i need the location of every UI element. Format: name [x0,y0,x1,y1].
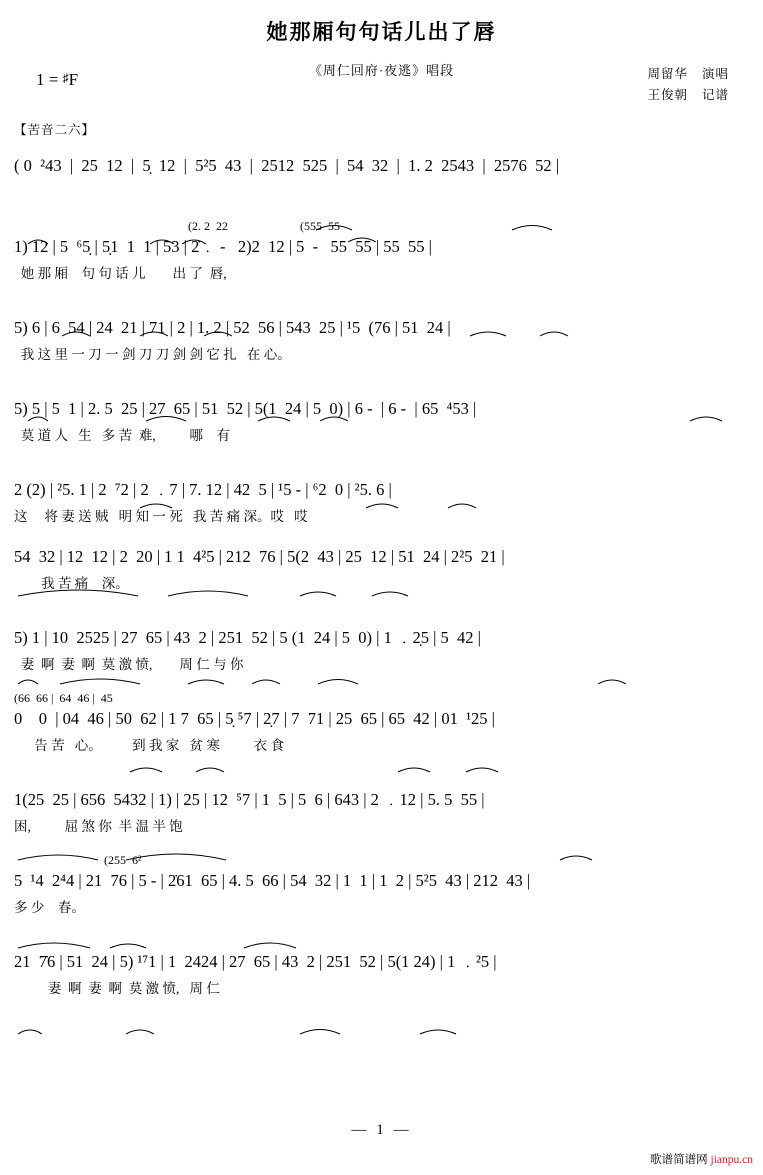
key-accidental: ♯ [62,71,69,85]
lyric-line: 我 这 里 一 刀 一 剑 刀 刀 剑 剑 它 扎 在 心。 [14,347,291,362]
ornament-line [0,462,763,477]
lyric-line: 她 那 厢 句 句 话 儿 出 了 唇, [14,266,227,281]
notation-line: ( 0 ²43 | 25 12 | 5̣ 12 | 5²5 43 | 2512 525 | 54 32 | 1. 2 2543 | 2576 52 | [14,156,560,175]
lyric-line: 我 苦 痛 深。 [14,576,129,591]
score-system [0,853,763,934]
score-system [0,691,763,772]
credits [647,64,729,106]
notation-line: 5) 1 | 10 2525 | 27 65 | 43 2 | 251 52 | 5 (1 24 | 5 0) | 1 ﹒2̣5 | 5 42 | [14,628,481,647]
mode-tag: 【苦音二六】 [14,123,96,137]
score-system [0,934,763,1001]
key-letter: F [68,70,79,89]
ornament-line [0,300,763,315]
site-url: jianpu.cn [710,1154,753,1166]
site-watermark [650,1151,753,1167]
credit-role: 记谱 [701,88,729,102]
ornament-line [0,529,763,544]
score-system [0,772,763,853]
score-system [0,529,763,610]
lyric-line: 妻 啊 妻 啊 莫 激 愤, 周 仁 [14,981,220,996]
notation-line: 5) 6 | 6 54 | 24 21 | 71 | 2 | 1. 2 | 52 56 | 543 25 | ¹5 (76 | 51 24 | [14,318,451,337]
ornament-line [0,934,763,949]
notation-line: 5 ¹4 2⁴4 | 21 76 | 5 - | 2̇61 65 | 4. 5 66 | 54 32 | 1 1 | 1 2 | 5²5 43 | 212 43 | [14,871,531,890]
credit-name: 王俊朝 [647,88,688,102]
key-signature [36,70,78,90]
score-system [0,300,763,381]
lyric-line [0,183,763,205]
notation-line: 0 0 | 04 46 | 50 62 | 1 7 65 | 5̣ ⁵7 | 2̣7 | 7 71 | 25 65 | 65 42 | 01 ¹25 | [14,709,495,728]
ornament-line: (66 66 | 64 46 | 45 [14,691,113,705]
notation-line: 5) 5 | 5 1 | 2. 5 25 | 27 65 | 51 52 | 5(1 24 | 5 0) | 6 - | 6 - | 65 ⁴53 | [14,399,477,418]
credit-row [647,64,729,85]
ornament-line [0,772,763,787]
score-system [0,138,763,219]
lyric-line: 告 苦 心。 到 我 家 贫 寒 衣 食 [14,738,284,753]
lyric-line: 这 将 妻 送 贼 明 知 一 死 我 苦 痛 深。哎 哎 [14,509,308,524]
sheet-music-page [0,16,763,1175]
key-signature-prefix: 1 = [36,70,63,89]
page-number: — 1 — [351,1122,412,1138]
score-body [0,138,763,1001]
score-system [0,462,763,529]
score-system [0,610,763,691]
page-title: 她那厢句句话儿出了唇 [266,20,497,44]
ornament-line [0,610,763,625]
score-system [0,219,763,300]
site-name: 歌谱简谱网 [650,1154,708,1166]
notation-line: 1) 12 | 5 ⁶5̣ | 5̣1 1 1 | 53 | 2̇﹒ - 2)2 12 | 5 - 55 55 | 55 55 | [14,237,432,256]
score-system [0,381,763,462]
notation-line: 2 (2) | ²5. 1 | 2 ⁷2 | 2 ﹒7 | 7. 12 | 42 5 | ¹5 - | ⁶2 0 | ²5. 6 | [14,480,392,499]
subtitle: 《周仁回府·夜逃》唱段 [308,63,455,78]
lyric-line: 多 少 春。 [14,900,85,915]
credit-row [647,85,729,106]
credit-name: 周留华 [647,67,688,81]
notation-line: 1(25 25 | 656 5432 | 1) | 25 | 12 ⁵7 | 1 5 | 5 6 | 643 | 2 ﹒12 | 5. 5 55 | [14,790,485,809]
ornament-line [0,381,763,396]
credit-role: 演唱 [701,67,729,81]
lyric-line: 困, 屈 煞 你 半 温 半 饱 [14,819,183,834]
ornament-line: (2. 2 22 (555 55 [14,219,340,233]
ornament-line: (255 6² [14,853,142,867]
notation-line: 21 7̇6 | 51 24 | 5) ¹⁷1 | 1 2424 | 27 65 | 43 2 | 251 52 | 5(1 24) | 1 ﹒²5 | [14,952,497,971]
ornament-line [0,138,763,153]
notation-line: 54 32 | 12 12 | 2 20 | 1 1 4²5 | 212 76 | 5(2 43 | 25 12 | 51 24 | 2²5 21 | [14,547,505,566]
lyric-line: 莫 道 人 生 多 苦 难, 哪 有 [14,428,230,443]
lyric-line: 妻 啊 妻 啊 莫 激 愤, 周 仁 与 你 [14,657,244,672]
